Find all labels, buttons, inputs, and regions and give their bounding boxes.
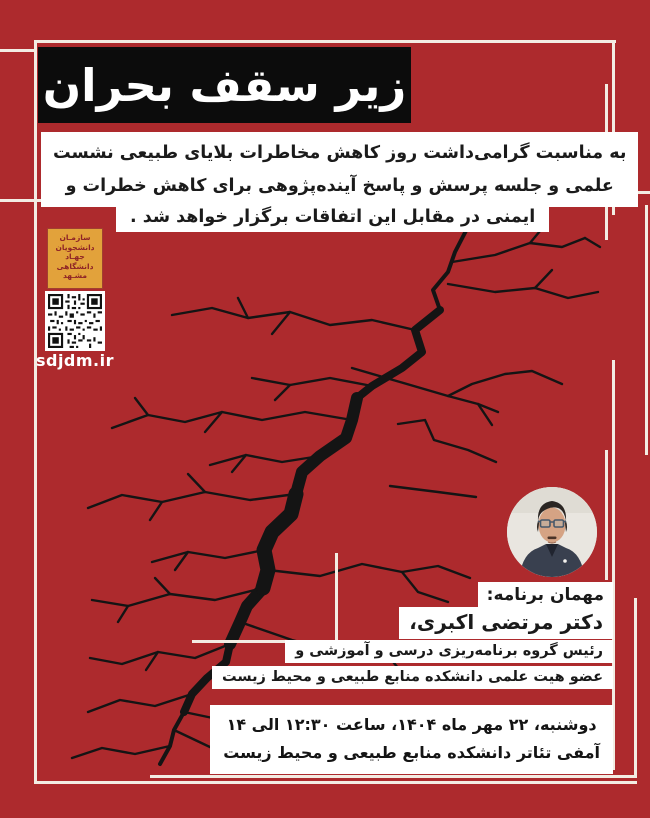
frame-bleed-intro-left	[0, 199, 41, 202]
guest-photo	[507, 487, 597, 577]
organization-logo	[47, 228, 103, 289]
intro-line-1: به مناسبت گرامی‌داشت روز کاهش مخاطرات بلایای طبیعی نشست	[53, 143, 627, 163]
guest-label: مهمان برنامه:	[478, 582, 613, 609]
website-url: sdjdm.ir	[35, 351, 115, 370]
event-location: آمفی تئاتر دانشکده منابع طبیعی و محیط زیست	[223, 743, 600, 762]
guest-role-1: رئیس گروه برنامه‌ریزی درسی و آموزشی و	[285, 640, 613, 663]
intro-line-3: ایمنی در مقابل این اتفاقات برگزار خواهد شد .	[116, 205, 549, 232]
frame-accent-bottom	[150, 775, 637, 778]
frame-bleed-top-left	[0, 49, 34, 52]
frame-accent-center-v	[335, 553, 338, 643]
frame-line-far-right	[645, 205, 648, 455]
frame-line-outer-right	[634, 598, 637, 778]
guest-name: دکتر مرتضی اکبری،	[399, 607, 613, 639]
frame-line-top	[34, 40, 616, 43]
frame-line-left	[34, 40, 37, 783]
qr-pattern	[48, 294, 102, 348]
org-logo-line: دانشجویان	[55, 242, 95, 252]
title-bar	[38, 47, 411, 123]
guest-role-2: عضو هیت علمی دانشکده منابع طبیعی و محیط زیست	[212, 666, 613, 689]
frame-accent-photo	[605, 450, 608, 580]
frame-line-bottom	[34, 781, 637, 784]
org-logo-line: سازمـان	[59, 233, 91, 242]
guest-portrait	[507, 487, 597, 577]
intro-paragraph	[41, 132, 638, 207]
org-logo-line: مشـهد	[62, 271, 88, 281]
event-details	[210, 705, 613, 774]
poster-title: زیر سقف بحران	[42, 58, 407, 112]
qr-code	[45, 291, 105, 351]
event-datetime: دوشنبه، ۲۲ مهر ماه ۱۴۰۴، ساعت ۱۲:۳۰ الی ۱۴	[226, 715, 597, 734]
org-logo-line: جهـاد	[65, 252, 85, 262]
intro-line-2: علمی و جلسه پرسش و پاسخ آینده‌پژوهی برای کاهش خطرات و	[65, 176, 614, 196]
org-logo-line: دانشگاهی	[56, 261, 94, 271]
